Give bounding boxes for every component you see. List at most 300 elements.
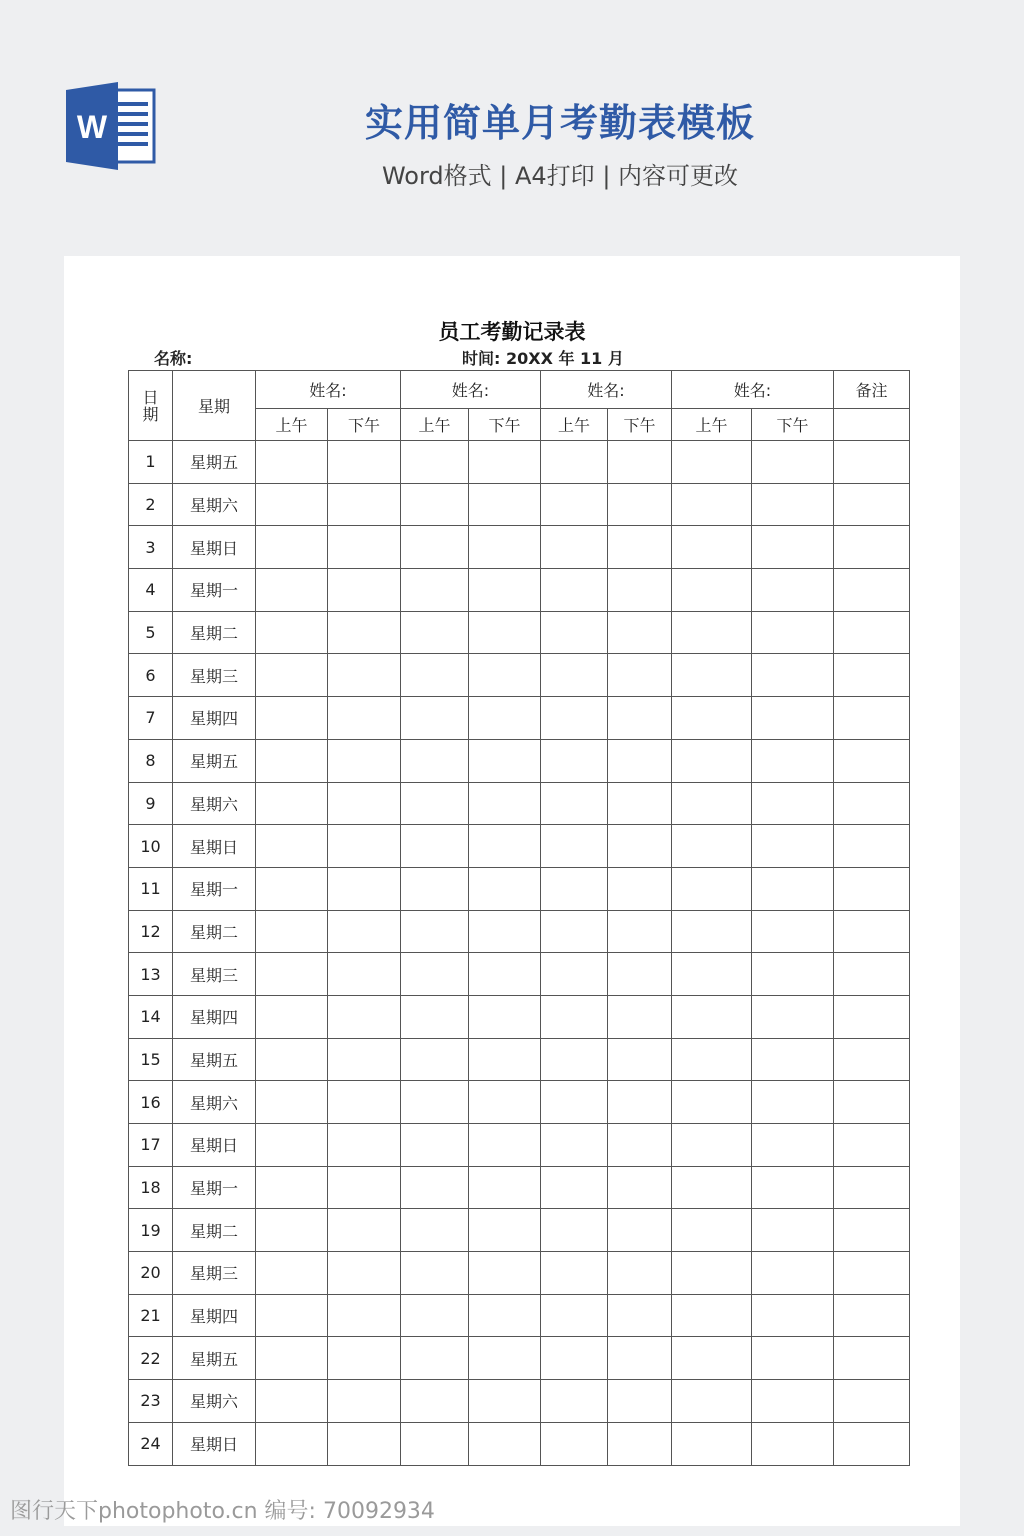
weekday-cell: 星期日 <box>173 1422 256 1465</box>
remarks-cell[interactable] <box>834 953 910 996</box>
attendance-cell[interactable] <box>608 1422 672 1465</box>
remarks-cell[interactable] <box>834 1081 910 1124</box>
weekday-cell: 星期一 <box>173 569 256 612</box>
attendance-cell[interactable] <box>401 1337 469 1380</box>
attendance-cell[interactable] <box>752 611 834 654</box>
attendance-cell[interactable] <box>752 654 834 697</box>
attendance-cell[interactable] <box>752 867 834 910</box>
attendance-cell[interactable] <box>672 1209 752 1252</box>
attendance-cell[interactable] <box>608 910 672 953</box>
attendance-cell[interactable] <box>752 825 834 868</box>
attendance-cell[interactable] <box>469 1124 541 1167</box>
table-row <box>129 1209 910 1252</box>
remarks-cell[interactable] <box>834 1166 910 1209</box>
remarks-cell[interactable] <box>834 1422 910 1465</box>
attendance-cell[interactable] <box>256 1422 328 1465</box>
attendance-cell[interactable] <box>469 867 541 910</box>
attendance-cell[interactable] <box>328 1209 401 1252</box>
day-number-cell: 20 <box>129 1252 173 1295</box>
attendance-cell[interactable] <box>608 697 672 740</box>
attendance-cell[interactable] <box>256 569 328 612</box>
attendance-cell[interactable] <box>752 441 834 484</box>
table-row <box>129 1038 910 1081</box>
attendance-cell[interactable] <box>328 1166 401 1209</box>
table-row <box>129 1252 910 1295</box>
attendance-cell[interactable] <box>401 569 469 612</box>
attendance-cell[interactable] <box>608 953 672 996</box>
attendance-cell[interactable] <box>401 953 469 996</box>
document-page <box>64 256 960 1526</box>
remarks-cell[interactable] <box>834 910 910 953</box>
attendance-cell[interactable] <box>401 910 469 953</box>
attendance-cell[interactable] <box>469 526 541 569</box>
attendance-cell[interactable] <box>541 1380 608 1423</box>
banner-title: 实用简单月考勤表模板 <box>364 101 755 145</box>
table-row <box>129 739 910 782</box>
table-row <box>129 569 910 612</box>
attendance-cell[interactable] <box>256 1337 328 1380</box>
attendance-cell[interactable] <box>328 1294 401 1337</box>
attendance-cell[interactable] <box>401 1294 469 1337</box>
attendance-cell[interactable] <box>256 697 328 740</box>
attendance-cell[interactable] <box>401 441 469 484</box>
attendance-cell[interactable] <box>752 953 834 996</box>
attendance-cell[interactable] <box>256 1294 328 1337</box>
attendance-cell[interactable] <box>541 1294 608 1337</box>
attendance-cell[interactable] <box>256 782 328 825</box>
attendance-cell[interactable] <box>752 569 834 612</box>
attendance-cell[interactable] <box>469 611 541 654</box>
weekday-cell: 星期一 <box>173 1166 256 1209</box>
word-document-icon <box>66 82 156 170</box>
day-number-cell: 10 <box>129 825 173 868</box>
remarks-cell[interactable] <box>834 569 910 612</box>
weekday-cell: 星期四 <box>173 697 256 740</box>
day-number-cell: 21 <box>129 1294 173 1337</box>
afternoon-header: 下午 <box>469 409 541 441</box>
attendance-cell[interactable] <box>608 1124 672 1167</box>
table-row <box>129 953 910 996</box>
attendance-cell[interactable] <box>401 526 469 569</box>
day-number-cell: 17 <box>129 1124 173 1167</box>
attendance-cell[interactable] <box>401 995 469 1038</box>
day-number-cell: 2 <box>129 483 173 526</box>
attendance-cell[interactable] <box>401 1380 469 1423</box>
header-row <box>129 371 910 409</box>
attendance-cell[interactable] <box>608 1209 672 1252</box>
attendance-cell[interactable] <box>256 1124 328 1167</box>
attendance-cell[interactable] <box>401 782 469 825</box>
attendance-cell[interactable] <box>752 1252 834 1295</box>
attendance-cell[interactable] <box>328 526 401 569</box>
attendance-cell[interactable] <box>469 910 541 953</box>
attendance-cell[interactable] <box>608 867 672 910</box>
attendance-cell[interactable] <box>608 654 672 697</box>
weekday-cell: 星期三 <box>173 1252 256 1295</box>
attendance-cell[interactable] <box>608 1038 672 1081</box>
attendance-cell[interactable] <box>328 654 401 697</box>
attendance-cell[interactable] <box>752 1422 834 1465</box>
attendance-cell[interactable] <box>328 1081 401 1124</box>
attendance-cell[interactable] <box>401 1081 469 1124</box>
day-number-cell: 16 <box>129 1081 173 1124</box>
attendance-cell[interactable] <box>541 569 608 612</box>
attendance-cell[interactable] <box>541 1124 608 1167</box>
attendance-cell[interactable] <box>672 569 752 612</box>
attendance-cell[interactable] <box>328 739 401 782</box>
attendance-cell[interactable] <box>469 569 541 612</box>
attendance-cell[interactable] <box>541 739 608 782</box>
attendance-cell[interactable] <box>752 1124 834 1167</box>
day-number-cell: 5 <box>129 611 173 654</box>
remarks-cell[interactable] <box>834 483 910 526</box>
attendance-cell[interactable] <box>752 1166 834 1209</box>
remarks-cell[interactable] <box>834 1337 910 1380</box>
date-header: 日 期 <box>129 371 173 441</box>
weekday-header: 星期 <box>173 371 256 441</box>
attendance-cell[interactable] <box>672 1337 752 1380</box>
attendance-cell[interactable] <box>328 1038 401 1081</box>
attendance-cell[interactable] <box>401 1166 469 1209</box>
attendance-cell[interactable] <box>328 441 401 484</box>
day-number-cell: 6 <box>129 654 173 697</box>
attendance-cell[interactable] <box>256 995 328 1038</box>
weekday-cell: 星期五 <box>173 739 256 782</box>
weekday-cell: 星期三 <box>173 953 256 996</box>
attendance-cell[interactable] <box>672 953 752 996</box>
remarks-cell[interactable] <box>834 1038 910 1081</box>
remarks-cell[interactable] <box>834 1252 910 1295</box>
attendance-cell[interactable] <box>256 526 328 569</box>
attendance-cell[interactable] <box>608 611 672 654</box>
morning-header: 上午 <box>541 409 608 441</box>
day-number-cell: 9 <box>129 782 173 825</box>
day-number-cell: 4 <box>129 569 173 612</box>
weekday-cell: 星期六 <box>173 1081 256 1124</box>
attendance-cell[interactable] <box>541 910 608 953</box>
attendance-cell[interactable] <box>608 739 672 782</box>
attendance-cell[interactable] <box>752 1337 834 1380</box>
day-number-cell: 15 <box>129 1038 173 1081</box>
attendance-cell[interactable] <box>608 1252 672 1295</box>
attendance-cell[interactable] <box>541 526 608 569</box>
table-row <box>129 526 910 569</box>
attendance-cell[interactable] <box>672 1380 752 1423</box>
attendance-table <box>128 370 910 1466</box>
remarks-cell[interactable] <box>834 867 910 910</box>
attendance-cell[interactable] <box>469 1422 541 1465</box>
attendance-cell[interactable] <box>328 1252 401 1295</box>
day-number-cell: 24 <box>129 1422 173 1465</box>
attendance-cell[interactable] <box>256 441 328 484</box>
day-number-cell: 12 <box>129 910 173 953</box>
attendance-cell[interactable] <box>541 825 608 868</box>
attendance-cell[interactable] <box>608 1380 672 1423</box>
attendance-cell[interactable] <box>608 1294 672 1337</box>
attendance-cell[interactable] <box>672 1081 752 1124</box>
weekday-cell: 星期四 <box>173 995 256 1038</box>
weekday-cell: 星期六 <box>173 1380 256 1423</box>
attendance-cell[interactable] <box>672 526 752 569</box>
attendance-cell[interactable] <box>469 1038 541 1081</box>
attendance-cell[interactable] <box>608 1081 672 1124</box>
attendance-cell[interactable] <box>256 654 328 697</box>
table-row <box>129 654 910 697</box>
table-row <box>129 1422 910 1465</box>
weekday-cell: 星期日 <box>173 526 256 569</box>
attendance-cell[interactable] <box>608 995 672 1038</box>
attendance-cell[interactable] <box>256 1081 328 1124</box>
attendance-cell[interactable] <box>256 1038 328 1081</box>
attendance-cell[interactable] <box>541 1337 608 1380</box>
attendance-cell[interactable] <box>608 441 672 484</box>
attendance-cell[interactable] <box>401 1252 469 1295</box>
attendance-cell[interactable] <box>256 953 328 996</box>
table-row <box>129 483 910 526</box>
attendance-cell[interactable] <box>401 1209 469 1252</box>
attendance-cell[interactable] <box>469 1337 541 1380</box>
attendance-cell[interactable] <box>608 1337 672 1380</box>
attendance-cell[interactable] <box>328 910 401 953</box>
attendance-cell[interactable] <box>608 825 672 868</box>
attendance-cell[interactable] <box>469 483 541 526</box>
day-number-cell: 11 <box>129 867 173 910</box>
attendance-cell[interactable] <box>256 483 328 526</box>
attendance-cell[interactable] <box>256 1209 328 1252</box>
table-row <box>129 441 910 484</box>
weekday-cell: 星期一 <box>173 867 256 910</box>
attendance-cell[interactable] <box>672 995 752 1038</box>
remarks-subheader <box>834 409 910 441</box>
attendance-cell[interactable] <box>752 697 834 740</box>
attendance-cell[interactable] <box>328 825 401 868</box>
attendance-cell[interactable] <box>469 995 541 1038</box>
morning-header: 上午 <box>401 409 469 441</box>
attendance-cell[interactable] <box>328 1422 401 1465</box>
attendance-cell[interactable] <box>328 995 401 1038</box>
attendance-cell[interactable] <box>541 654 608 697</box>
attendance-cell[interactable] <box>608 526 672 569</box>
attendance-cell[interactable] <box>469 1380 541 1423</box>
attendance-cell[interactable] <box>672 782 752 825</box>
table-row <box>129 1081 910 1124</box>
attendance-cell[interactable] <box>672 1422 752 1465</box>
attendance-cell[interactable] <box>401 697 469 740</box>
day-number-cell: 13 <box>129 953 173 996</box>
attendance-cell[interactable] <box>541 995 608 1038</box>
remarks-cell[interactable] <box>834 1124 910 1167</box>
weekday-cell: 星期三 <box>173 654 256 697</box>
attendance-cell[interactable] <box>401 1038 469 1081</box>
attendance-cell[interactable] <box>672 611 752 654</box>
attendance-cell[interactable] <box>328 1380 401 1423</box>
day-number-cell: 23 <box>129 1380 173 1423</box>
attendance-cell[interactable] <box>541 867 608 910</box>
attendance-cell[interactable] <box>401 654 469 697</box>
attendance-cell[interactable] <box>328 697 401 740</box>
remarks-cell[interactable] <box>834 697 910 740</box>
attendance-cell[interactable] <box>608 1166 672 1209</box>
attendance-cell[interactable] <box>256 739 328 782</box>
attendance-cell[interactable] <box>401 1124 469 1167</box>
remarks-cell[interactable] <box>834 739 910 782</box>
weekday-cell: 星期二 <box>173 1209 256 1252</box>
attendance-cell[interactable] <box>469 739 541 782</box>
table-row <box>129 1124 910 1167</box>
attendance-cell[interactable] <box>752 1038 834 1081</box>
attendance-cell[interactable] <box>541 953 608 996</box>
remarks-cell[interactable] <box>834 526 910 569</box>
employee-name-header-1: 姓名: <box>256 371 401 409</box>
attendance-cell[interactable] <box>328 953 401 996</box>
table-row <box>129 910 910 953</box>
attendance-cell[interactable] <box>672 697 752 740</box>
remarks-cell[interactable] <box>834 1380 910 1423</box>
attendance-cell[interactable] <box>541 697 608 740</box>
attendance-cell[interactable] <box>401 483 469 526</box>
employee-name-header-4: 姓名: <box>672 371 834 409</box>
remarks-cell[interactable] <box>834 654 910 697</box>
company-name-label: 名称: <box>154 349 193 368</box>
attendance-cell[interactable] <box>469 1166 541 1209</box>
attendance-cell[interactable] <box>752 1380 834 1423</box>
attendance-cell[interactable] <box>328 569 401 612</box>
attendance-cell[interactable] <box>469 697 541 740</box>
attendance-cell[interactable] <box>401 825 469 868</box>
weekday-cell: 星期二 <box>173 611 256 654</box>
day-number-cell: 1 <box>129 441 173 484</box>
attendance-cell[interactable] <box>256 910 328 953</box>
attendance-cell[interactable] <box>328 611 401 654</box>
weekday-cell: 星期五 <box>173 441 256 484</box>
attendance-cell[interactable] <box>469 953 541 996</box>
attendance-cell[interactable] <box>256 1166 328 1209</box>
attendance-cell[interactable] <box>672 1252 752 1295</box>
attendance-cell[interactable] <box>752 526 834 569</box>
attendance-cell[interactable] <box>752 739 834 782</box>
attendance-cell[interactable] <box>752 910 834 953</box>
attendance-cell[interactable] <box>672 1166 752 1209</box>
sheet-title: 员工考勤记录表 <box>438 320 586 344</box>
attendance-cell[interactable] <box>256 867 328 910</box>
table-row <box>129 867 910 910</box>
attendance-cell[interactable] <box>541 782 608 825</box>
attendance-cell[interactable] <box>256 1380 328 1423</box>
table-row <box>129 1380 910 1423</box>
attendance-cell[interactable] <box>608 483 672 526</box>
attendance-cell[interactable] <box>541 611 608 654</box>
attendance-cell[interactable] <box>328 483 401 526</box>
attendance-cell[interactable] <box>469 1294 541 1337</box>
attendance-cell[interactable] <box>752 1081 834 1124</box>
attendance-cell[interactable] <box>256 611 328 654</box>
weekday-cell: 星期六 <box>173 782 256 825</box>
attendance-cell[interactable] <box>752 995 834 1038</box>
attendance-cell[interactable] <box>469 654 541 697</box>
attendance-cell[interactable] <box>256 825 328 868</box>
attendance-cell[interactable] <box>328 1337 401 1380</box>
attendance-cell[interactable] <box>752 782 834 825</box>
table-row <box>129 697 910 740</box>
attendance-cell[interactable] <box>541 1081 608 1124</box>
attendance-cell[interactable] <box>672 739 752 782</box>
remarks-cell[interactable] <box>834 611 910 654</box>
attendance-cell[interactable] <box>469 782 541 825</box>
attendance-cell[interactable] <box>608 569 672 612</box>
remarks-cell[interactable] <box>834 995 910 1038</box>
attendance-cell[interactable] <box>328 1124 401 1167</box>
attendance-cell[interactable] <box>541 1422 608 1465</box>
attendance-rows <box>129 441 910 1466</box>
weekday-cell: 星期五 <box>173 1337 256 1380</box>
morning-header: 上午 <box>256 409 328 441</box>
remarks-header: 备注 <box>834 371 910 409</box>
attendance-cell[interactable] <box>469 1252 541 1295</box>
attendance-cell[interactable] <box>672 441 752 484</box>
table-row <box>129 1294 910 1337</box>
day-number-cell: 22 <box>129 1337 173 1380</box>
attendance-cell[interactable] <box>672 654 752 697</box>
attendance-cell[interactable] <box>752 1209 834 1252</box>
attendance-cell[interactable] <box>469 441 541 484</box>
attendance-cell[interactable] <box>328 867 401 910</box>
attendance-cell[interactable] <box>469 1081 541 1124</box>
attendance-cell[interactable] <box>541 1038 608 1081</box>
day-number-cell: 7 <box>129 697 173 740</box>
weekday-cell: 星期二 <box>173 910 256 953</box>
attendance-cell[interactable] <box>672 1124 752 1167</box>
afternoon-header: 下午 <box>328 409 401 441</box>
attendance-cell[interactable] <box>752 1294 834 1337</box>
weekday-cell: 星期日 <box>173 1124 256 1167</box>
remarks-cell[interactable] <box>834 1209 910 1252</box>
attendance-cell[interactable] <box>328 782 401 825</box>
table-row <box>129 995 910 1038</box>
attendance-cell[interactable] <box>469 1209 541 1252</box>
attendance-cell[interactable] <box>541 483 608 526</box>
attendance-cell[interactable] <box>752 483 834 526</box>
attendance-cell[interactable] <box>672 1038 752 1081</box>
attendance-cell[interactable] <box>672 867 752 910</box>
afternoon-header: 下午 <box>752 409 834 441</box>
attendance-cell[interactable] <box>672 825 752 868</box>
attendance-cell[interactable] <box>256 1252 328 1295</box>
morning-header: 上午 <box>672 409 752 441</box>
remarks-cell[interactable] <box>834 825 910 868</box>
attendance-cell[interactable] <box>608 782 672 825</box>
weekday-cell: 星期日 <box>173 825 256 868</box>
attendance-cell[interactable] <box>672 1294 752 1337</box>
attendance-cell[interactable] <box>401 867 469 910</box>
attendance-cell[interactable] <box>401 611 469 654</box>
watermark-text: 图行天下photophoto.cn 编号: 70092934 <box>10 1499 435 1524</box>
remarks-cell[interactable] <box>834 782 910 825</box>
attendance-cell[interactable] <box>541 1252 608 1295</box>
attendance-cell[interactable] <box>469 825 541 868</box>
attendance-cell[interactable] <box>541 1209 608 1252</box>
attendance-cell[interactable] <box>541 441 608 484</box>
remarks-cell[interactable] <box>834 441 910 484</box>
attendance-cell[interactable] <box>672 483 752 526</box>
afternoon-header: 下午 <box>608 409 672 441</box>
day-number-cell: 14 <box>129 995 173 1038</box>
attendance-cell[interactable] <box>672 910 752 953</box>
attendance-cell[interactable] <box>401 739 469 782</box>
attendance-cell[interactable] <box>541 1166 608 1209</box>
remarks-cell[interactable] <box>834 1294 910 1337</box>
attendance-cell[interactable] <box>401 1422 469 1465</box>
employee-name-header-3: 姓名: <box>541 371 672 409</box>
